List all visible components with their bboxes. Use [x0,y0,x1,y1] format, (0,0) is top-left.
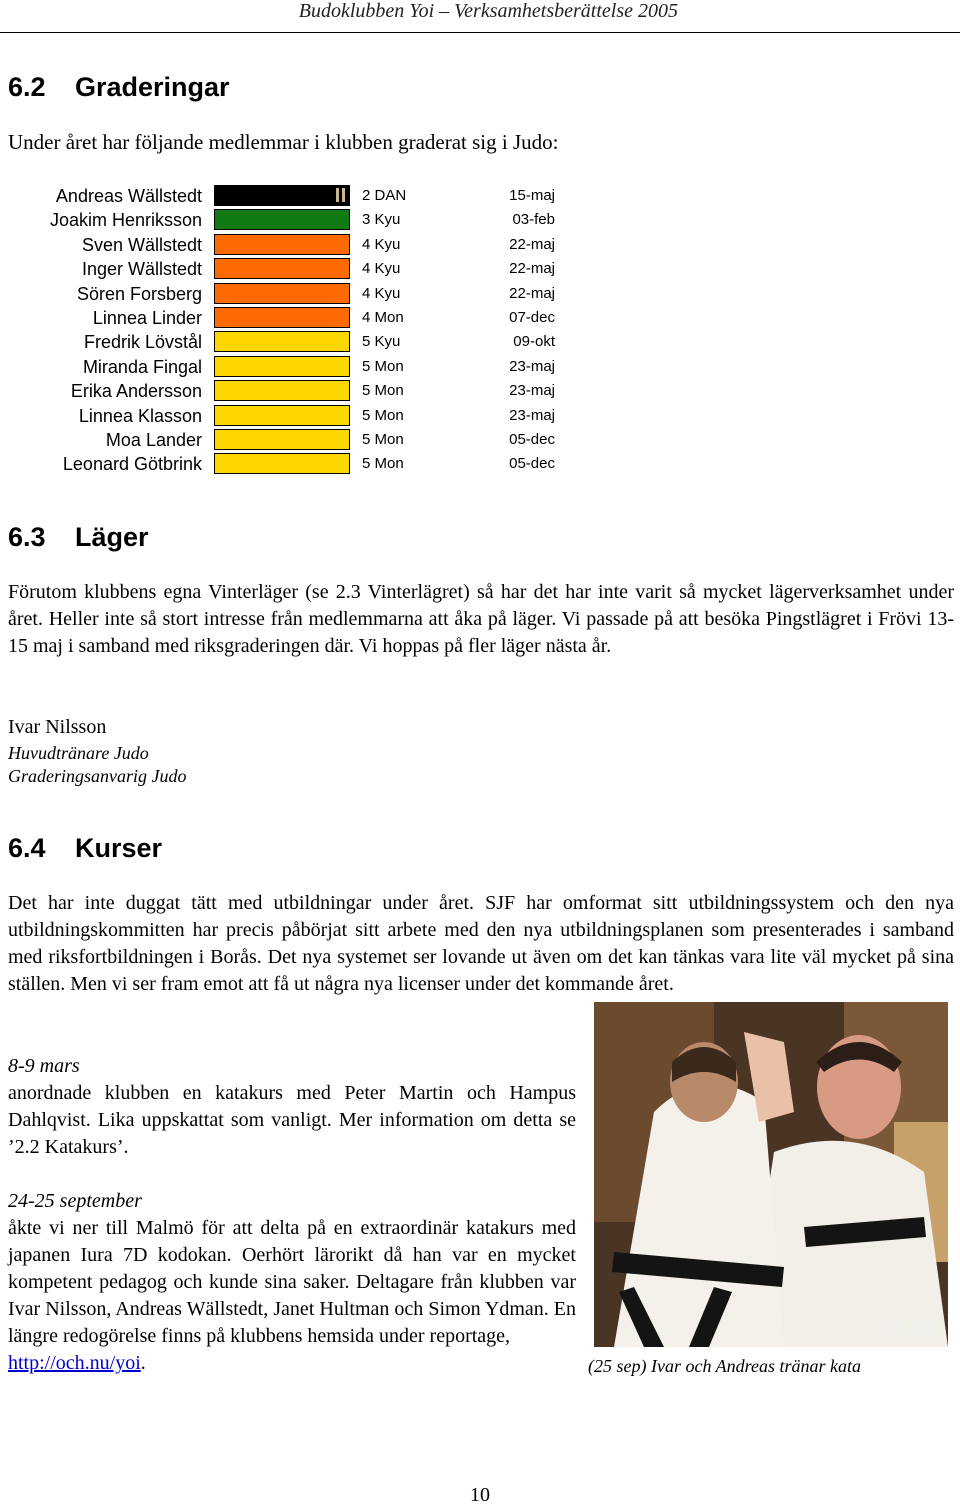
belt-color-bar [214,209,350,230]
belt-color-bar [214,283,350,304]
photo-illustration [594,1002,948,1347]
belt-color-bar [214,453,350,474]
belt-color-bar [214,258,350,279]
section-number: 6.4 [8,833,46,863]
member-name: Moa Lander [105,430,202,450]
grade-level: 5 Kyu [362,333,401,351]
belt-color-bar [214,429,350,450]
event-text: anordnade klubben en katakurs med Peter Martin och Hampus Dahlqvist. Lika uppskattat som vanligt. Mer information om detta se ’2.2 Katakurs’. [8,1082,576,1158]
grade-level: 4 Kyu [362,284,401,302]
grading-date: 22-maj [509,284,555,302]
member-name: Andreas Wällstedt [55,186,202,206]
section-title: Graderingar [75,72,230,102]
belt-color-bar [214,185,350,206]
belt-color-bar [214,331,350,352]
event-text [8,1215,576,1377]
grading-row [0,282,960,306]
belt-color-bar [214,380,350,401]
grading-date: 23-maj [509,382,555,400]
header-rule [0,32,960,33]
section-title: Läger [75,522,149,552]
grade-level: 5 Mon [362,406,404,424]
section-heading-graderingar [8,72,230,103]
section-number: 6.2 [8,72,46,102]
kata-training-photo [594,1002,948,1347]
grade-level: 4 Kyu [362,260,401,278]
member-name: Erika Andersson [70,381,202,402]
club-website-link[interactable]: http://och.nu/yoi [8,1352,141,1374]
signature-role: Huvudtränare Judo [8,743,149,763]
section-heading-lager [8,522,149,553]
grade-level: 5 Mon [362,455,404,473]
member-name: Sören Forsberg [76,283,202,304]
grading-date: 07-dec [509,309,555,326]
link-trailing-period: . [140,1352,146,1374]
grade-level: 5 Mon [362,382,404,400]
event-text-body: åkte vi ner till Malmö för att delta på en extraordinär katakurs med japanen Iura 7D kodokan. Oerhört lärorikt då han var en mycket kompetent pedagog och kunde sina saker. Deltagare från klubben var Ivar Nilsson, Andreas Wällstedt, Janet Hultman och Simon Ydman. En längre redogörelse finns på klubbens hemsida under reportage, [8,1217,576,1347]
grading-table [0,184,960,480]
section-heading-kurser [8,833,162,864]
signature-name: Ivar Nilsson [8,716,107,738]
member-name: Fredrik Lövstål [83,332,202,353]
grade-level: 4 Kyu [362,235,401,253]
lager-paragraph: Förutom klubbens egna Vinterläger (se 2.3 Vinterlägret) så har det har inte varit så mycket lägerverksamhet under året. Heller inte så stort intresse från medlemmarna att åka på läger. Vi passade på att besöka Pingstlägret i Frövi 13-15 maj i samband med riksgraderingen där. Vi hoppas på fler läger nästa år. [8,581,954,657]
grading-date: 09-okt [513,333,555,351]
member-name: Linnea Klasson [78,405,202,426]
grading-date: 15-maj [509,187,555,204]
grade-level: 4 Mon [362,309,404,326]
grading-row [0,257,960,281]
member-name: Sven Wällstedt [81,234,202,255]
member-name: Inger Wällstedt [81,259,202,280]
grading-row [0,404,960,428]
member-name: Joakim Henriksson [49,210,202,231]
kurser-paragraph: Det har inte duggat tätt med utbildningar under året. SJF har omformat sitt utbildningssystem och den nya utbildningskommitten har precis påbörjat sitt arbete med den nya utbildningsplanen som presenterades i samband med riksfortbildningen i Borås. Det nya systemet ser lovande ut även om det kan tänkas vara lite väl mycket på sina ställen. Men vi ser fram emot att få ut några nya licenser under det kommande året. [8,892,954,995]
grade-level: 5 Mon [362,431,404,448]
grading-date: 05-dec [509,455,555,473]
grading-date: 23-maj [509,406,555,424]
belt-color-bar [214,405,350,426]
section-title: Kurser [75,833,163,863]
section-number: 6.3 [8,522,46,552]
photo-caption: (25 sep) Ivar och Andreas tränar kata [588,1356,861,1376]
grading-date: 03-feb [512,211,555,229]
grade-level: 2 DAN [362,187,407,204]
belt-color-bar [214,307,350,328]
grading-date: 05-dec [509,431,555,448]
grading-date: 22-maj [509,235,555,253]
page-header-title: Budoklubben Yoi – Verksamhetsberättelse 2005 [298,0,678,22]
member-name: Leonard Götbrink [62,454,202,475]
grading-row [0,208,960,232]
grading-row [0,355,960,379]
gradings-intro: Under året har följande medlemmar i klubben graderat sig i Judo: [8,130,559,154]
grade-level: 3 Kyu [362,211,401,229]
event-date: 8-9 mars [8,1055,80,1077]
photo-timestamp: 09 25 [876,1318,936,1339]
member-name: Linnea Linder [92,308,202,328]
grading-row [0,452,960,476]
signature-role: Graderingsanvarig Judo [8,766,187,786]
grading-row [0,233,960,257]
belt-color-bar [214,234,350,255]
page-number: 10 [470,1484,490,1506]
grading-date: 23-maj [509,357,555,375]
member-name: Miranda Fingal [82,356,202,377]
dan-stripe-marks [336,188,346,202]
grading-row [0,428,960,452]
grading-row [0,306,960,330]
grade-level: 5 Mon [362,357,404,375]
grading-row [0,184,960,208]
belt-color-bar [214,356,350,377]
event-date: 24-25 september [8,1190,142,1212]
grading-row [0,330,960,354]
grading-row [0,379,960,403]
grading-date: 22-maj [509,260,555,278]
